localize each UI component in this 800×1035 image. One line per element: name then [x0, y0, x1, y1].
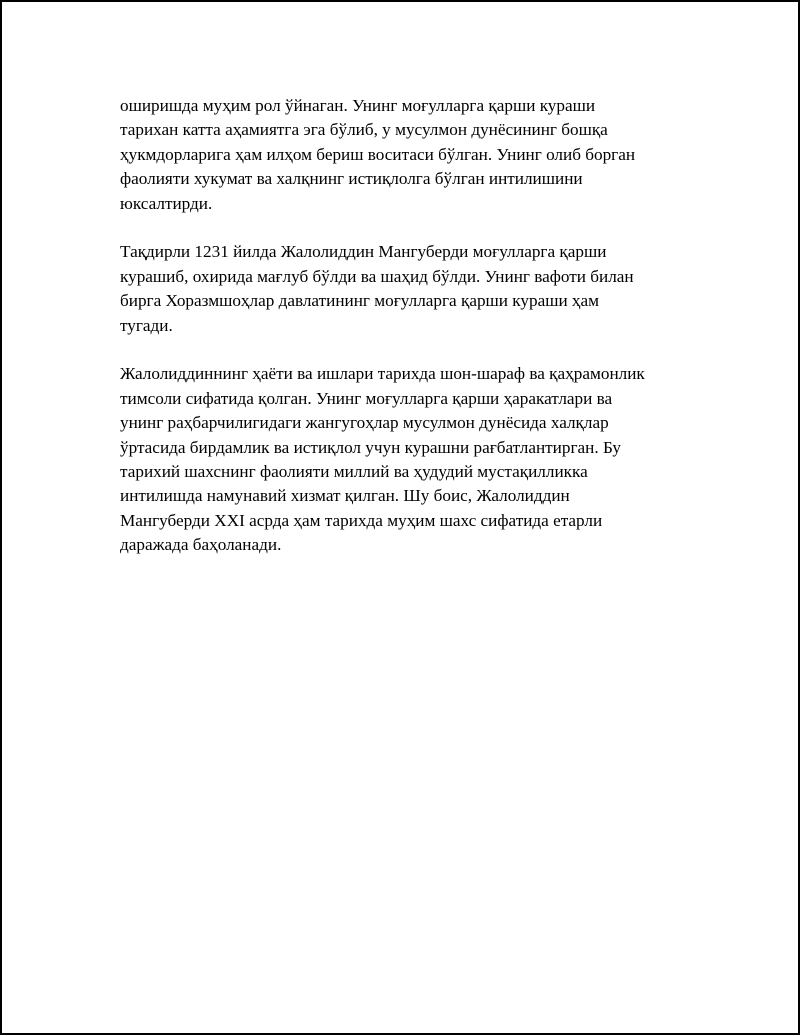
document-body — [120, 94, 700, 582]
paragraph-2: Тақдирли 1231 йилда Жалолиддин Мангуберди моғулларга қарши курашиб, охирида мағлуб бўлди ва шаҳид бўлди. Унинг вафоти билан бирга Хоразмшоҳлар давлатининг моғулларга қарши кураши ҳам тугади. — [120, 242, 634, 335]
paragraph-1: оширишда муҳим рол ўйнаган. Унинг моғулларга қарши кураши тарихан катта аҳамиятга эга бўлиб, у мусулмон дунёсининг бошқа ҳукмдорларига ҳам илҳом бериш воситаси бўлган. Унинг олиб борган фаолияти хукумат ва халқнинг истиқлолга бўлган интилишини юксалтирди. — [120, 96, 636, 213]
paragraph-3: Жалолиддиннинг ҳаёти ва ишлари тарихда шон-шараф ва қаҳрамонлик тимсоли сифатида қолган. Унинг моғулларга қарши ҳаракатлари ва унинг раҳбарчилигидаги жангугоҳлар мусулмон дунёсида халқлар ўртасида бирдамлик ва истиқлол учун курашни рағбатлантирган. Бу тарихий шахснинг фаолияти миллий ва ҳудудий мустақилликка интилишда намунавий хизмат қилган. Шу боис, Жалолиддин Мангуберди XXI асрда ҳам тарихда муҳим шахс сифатида етарли даражада баҳоланади. — [120, 364, 645, 555]
